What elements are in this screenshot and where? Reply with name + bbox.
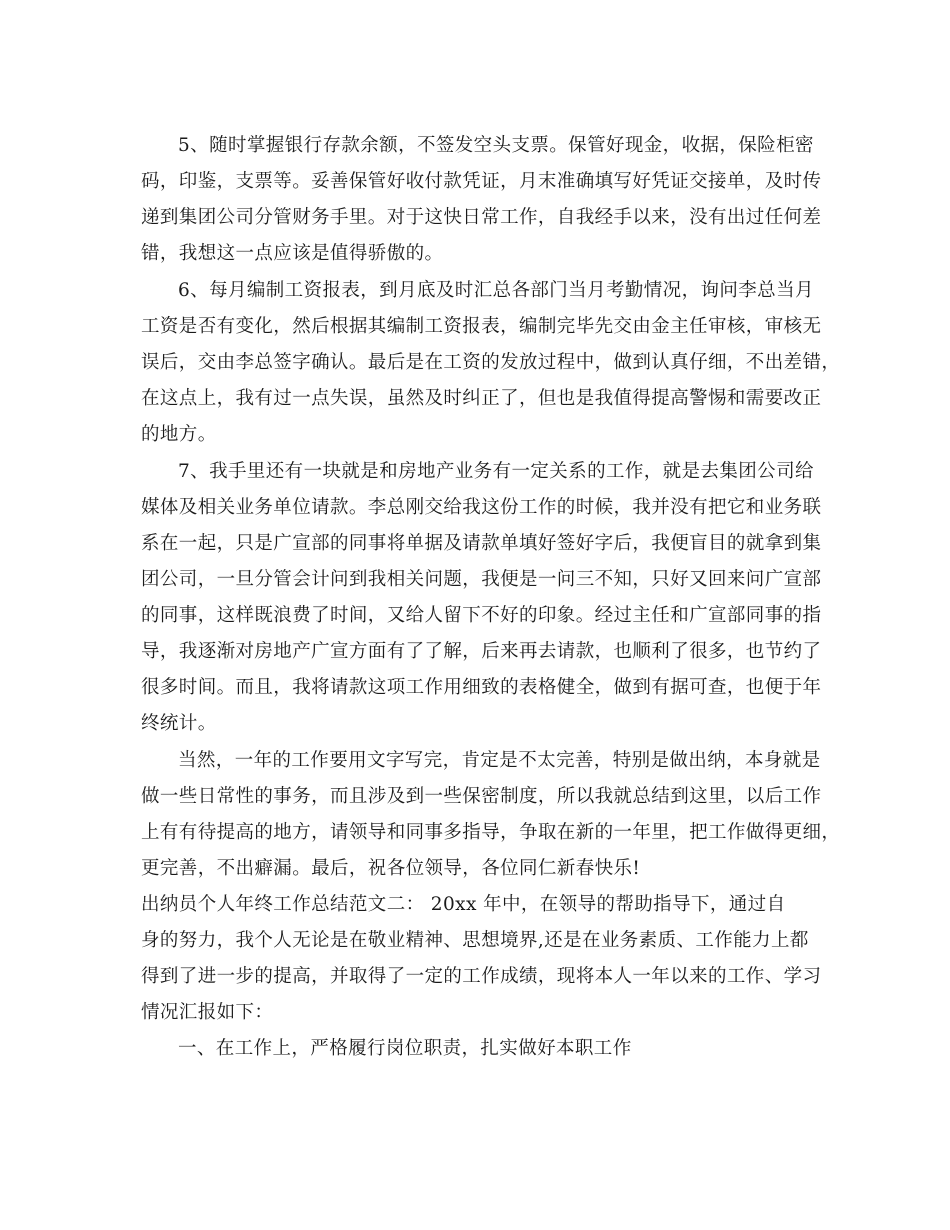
closing-paragraph-line-3: 上有有待提高的地方，请领导和同事多指导，争取在新的一年里，把工作做得更细， <box>141 822 841 843</box>
paragraph-5-line-2: 码，印鉴，支票等。妥善保管好收付款凭证，月末准确填写好凭证交接单，及时传 <box>141 171 822 192</box>
paragraph-7-line-8: 终统计。 <box>141 713 217 734</box>
paragraph-6-line-4: 在这点上，我有过一点失误，虽然及时纠正了，但也是我值得提高警惕和需要改正 <box>141 388 822 409</box>
paragraph-7-line-1: 7、我手里还有一块就是和房地产业务有一定关系的工作，就是去集团公司给 <box>178 461 814 482</box>
section-two-intro-line-2: 身的努力，我个人无论是在敬业精神、思想境界,还是在业务素质、工作能力上都 <box>141 930 809 951</box>
closing-paragraph-line-4: 更完善，不出癖漏。最后，祝各位领导，各位同仁新春快乐! <box>141 858 641 879</box>
paragraph-7-line-5: 的同事，这样既浪费了时间，又给人留下不好的印象。经过主任和广宣部同事的指 <box>141 605 822 626</box>
paragraph-7-line-6: 导，我逐渐对房地产广宣方面有了了解，后来再去请款，也顺利了很多，也节约了 <box>141 641 822 662</box>
section-heading-work: 一、在工作上，严格履行岗位职责，扎实做好本职工作 <box>178 1038 632 1059</box>
paragraph-5-line-3: 递到集团公司分管财务手里。对于这快日常工作，自我经手以来，没有出过任何差 <box>141 207 822 228</box>
paragraph-7-line-2: 媒体及相关业务单位请款。李总刚交给我这份工作的时候，我并没有把它和业务联 <box>141 497 822 518</box>
paragraph-6-line-1: 6、每月编制工资报表，到月底及时汇总各部门当月考勤情况，询问李总当月 <box>178 280 814 301</box>
paragraph-5-line-4: 错，我想这一点应该是值得骄傲的。 <box>141 243 444 264</box>
closing-paragraph-line-2: 做一些日常性的事务，而且涉及到一些保密制度，所以我就总结到这里，以后工作 <box>141 786 822 807</box>
paragraph-6-line-3: 误后，交由李总签字确认。最后是在工资的发放过程中，做到认真仔细，不出差错， <box>141 352 841 373</box>
paragraph-7-line-4: 团公司，一旦分管会计问到我相关问题，我便是一问三不知，只好又回来问广宣部 <box>141 569 822 590</box>
section-two-intro-line-4: 情况汇报如下： <box>141 1002 274 1023</box>
section-two-intro-line-1: 出纳员个人年终工作总结范文二： 20xx 年中，在领导的帮助指导下，通过自 <box>141 894 786 915</box>
paragraph-6-line-5: 的地方。 <box>141 424 217 445</box>
paragraph-7-line-3: 系在一起，只是广宣部的同事将单据及请款单填好签好字后，我便盲目的就拿到集 <box>141 533 822 554</box>
paragraph-6-line-2: 工资是否有变化，然后根据其编制工资报表，编制完毕先交由金主任审核，审核无 <box>141 316 822 337</box>
paragraph-7-line-7: 很多时间。而且，我将请款这项工作用细致的表格健全，做到有据可查，也便于年 <box>141 677 822 698</box>
closing-paragraph-line-1: 当然，一年的工作要用文字写完，肯定是不太完善，特别是做出纳，本身就是 <box>178 750 821 771</box>
section-two-intro-line-3: 得到了进一步的提高，并取得了一定的工作成绩，现将本人一年以来的工作、学习 <box>141 966 822 987</box>
paragraph-5-line-1: 5、随时掌握银行存款余额，不签发空头支票。保管好现金，收据，保险柜密 <box>178 135 814 156</box>
